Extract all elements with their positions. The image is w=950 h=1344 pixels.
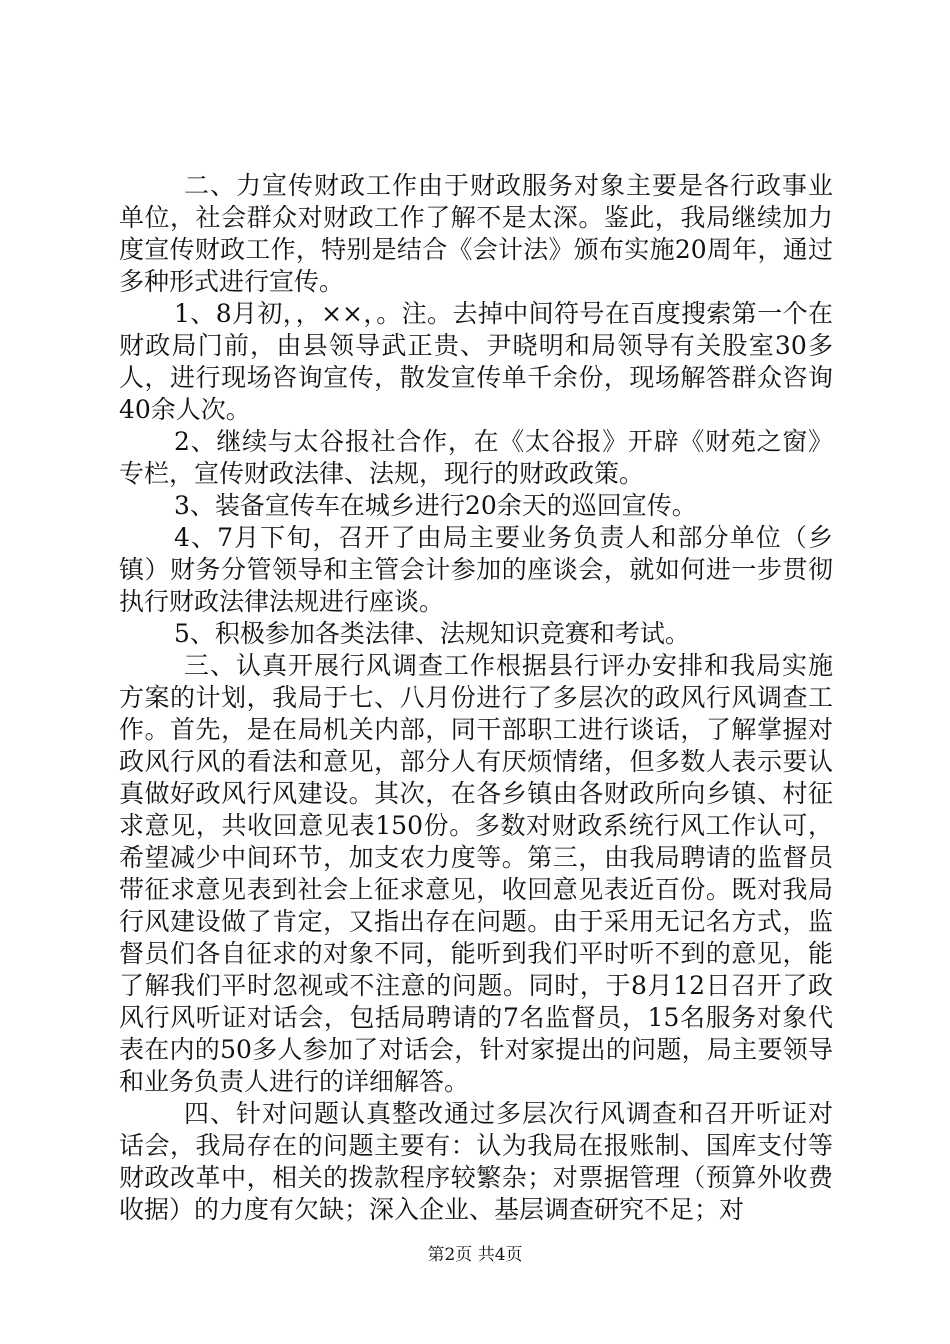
paragraph-item-5: 5、积极参加各类法律、法规知识竞赛和考试。 — [174, 619, 690, 648]
paragraph-item-2: 2、继续与太谷报社合作，在《太谷报》开辟《财苑之窗》专栏，宣传财政法律、法规，现行的财政政策。 — [119, 427, 833, 488]
paragraph-publicity-work: 二、力宣传财政工作由于财政服务对象主要是各行政事业单位，社会群众对财政工作了解不是太深。鉴此，我局继续加力度宣传财政工作，特别是结合《会计法》颁布实施20周年，通过多种形式进行宣传。 — [119, 171, 833, 296]
document-body — [119, 170, 833, 1226]
paragraph-item-1: 1、8月初，，××，。注。去掉中间符号在百度搜索第一个在财政局门前，由县领导武正贵、尹晓明和局领导有关股室30多人，进行现场咨询宣传，散发宣传单千余份，现场解答群众咨询40余人次。 — [119, 299, 833, 424]
page-number-footer: 第2页 共4页 — [427, 1245, 523, 1265]
paragraph-rectification: 四、针对问题认真整改通过多层次行风调查和召开听证对话会，我局存在的问题主要有：认为我局在报账制、国库支付等财政改革中，相关的拨款程序较繁杂；对票据管理（预算外收费收据）的力度有欠缺；深入企业、基层调查研究不足；对 — [119, 1099, 833, 1224]
paragraph-survey-work: 三、认真开展行风调查工作根据县行评办安排和我局实施方案的计划，我局于七、八月份进行了多层次的政风行风调查工作。首先，是在局机关内部，同干部职工进行谈话，了解掌握对政风行风的看法和意见，部分人有厌烦情绪，但多数人表示要认真做好政风行风建设。其次，在各乡镇由各财政所向乡镇、村征求意见，共收回意见表150份。多数对财政系统行风工作认可，希望减少中间环节，加支农力度等。第三，由我局聘请的监督员带征求意见表到社会上征求意见，收回意见表近百份。既对我局行风建设做了肯定，又指出存在问题。由于采用无记名方式，监督员们各自征求的对象不同，能听到我们平时听不到的意见，能了解我们平时忽视或不注意的问题。同时，于8月12日召开了政风行风听证对话会，包括局聘请的7名监督员，15名服务对象代表在内的50多人参加了对话会，针对家提出的问题，局主要领导和业务负责人进行的详细解答。 — [119, 651, 833, 1096]
paragraph-item-4: 4、7月下旬，召开了由局主要业务负责人和部分单位（乡镇）财务分管领导和主管会计参加的座谈会，就如何进一步贯彻执行财政法律法规进行座谈。 — [119, 523, 833, 616]
paragraph-item-3: 3、装备宣传车在城乡进行20余天的巡回宣传。 — [174, 491, 697, 520]
